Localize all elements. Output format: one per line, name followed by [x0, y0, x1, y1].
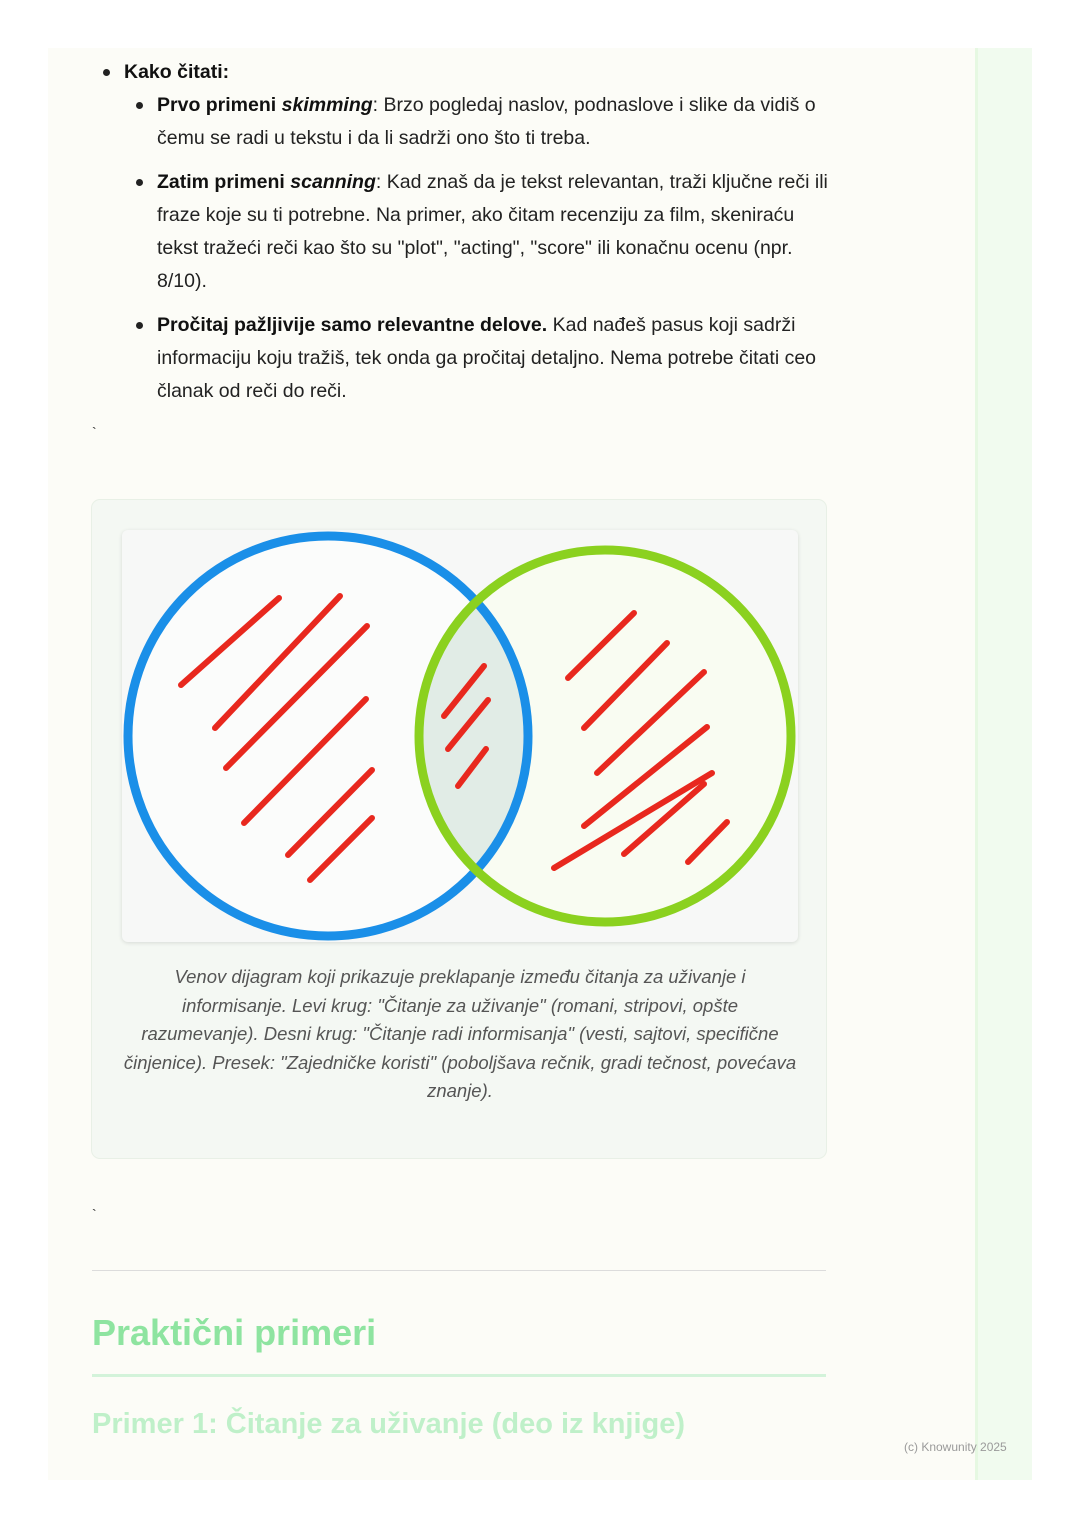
item-text: Kad nađeš pasus koji sadrži informaciju koju tražiš, tek onda ga pročitaj detaljno. Nema potrebe čitati ceo članak od reči do reči. [157, 314, 817, 402]
stray-tick-mark: ` [92, 1206, 97, 1222]
heading-label: Kako čitati: [124, 61, 230, 83]
list-item-scanning [100, 166, 840, 298]
bullet-icon [103, 69, 110, 76]
copyright-watermark: (c) Knowunity 2025 [904, 1440, 1007, 1454]
section-title-underline [92, 1374, 826, 1377]
bullet-icon [136, 179, 143, 186]
item-term: skimming [281, 94, 373, 116]
list-item-careful-reading [100, 309, 840, 408]
list-item-heading [100, 56, 840, 89]
item-term: scanning [290, 171, 376, 193]
stray-tick-mark: ` [92, 424, 97, 440]
item-lead: Pročitaj pažljivije samo relevantne delove. [157, 314, 548, 336]
list-item-skimming [100, 89, 840, 155]
bullet-icon [136, 322, 143, 329]
venn-diagram [122, 530, 798, 942]
item-lead: Zatim primeni [157, 171, 291, 193]
page-side-strip [975, 48, 1032, 1480]
bullet-icon [136, 102, 143, 109]
section-divider [92, 1270, 826, 1271]
item-text: : Brzo pogledaj naslov, podnaslove i slike da vidiš o čemu se radi u tekstu i da li sadrži ono što ti treba. [157, 94, 816, 149]
item-text: : Kad znaš da je tekst relevantan, traži ključne reči ili fraze koje su ti potrebne. Na primer, ako čitam recenziju za film, skeniraću tekst tražeći reči kao što su "plot", "acting", "score" ili konačnu ocenu (npr. 8/10). [157, 171, 828, 292]
reading-tips-list [100, 56, 840, 408]
section-subtitle: Primer 1: Čitanje za uživanje (deo iz knjige) [92, 1408, 686, 1440]
figure-caption: Venov dijagram koji prikazuje preklapanje između čitanja za uživanje i informisanje. Levi krug: "Čitanje za uživanje" (romani, stripovi, opšte razumevanje). Desni krug: "Čitanje radi informisanja" (vesti, sajtovi, specifične činjenice). Presek: "Zajedničke koristi" (poboljšava rečnik, gradi tečnost, povećava znanje). [123, 966, 797, 1101]
section-title: Praktični primeri [92, 1312, 377, 1353]
item-lead: Prvo primeni [157, 94, 282, 116]
